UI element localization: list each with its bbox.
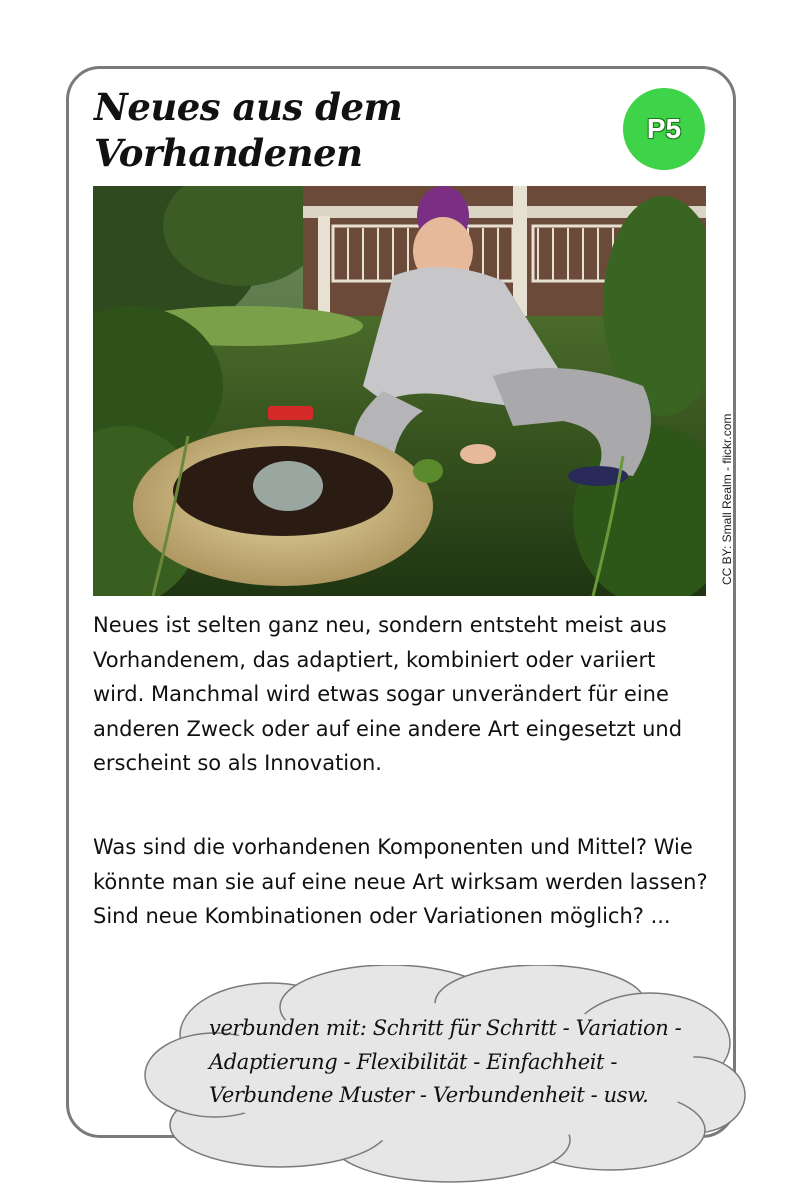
related-patterns [209,1012,709,1113]
garden-photo [93,186,706,596]
garden-photo-illustration [93,186,706,596]
related-patterns-line-2: Adaptierung - Flexibilität - Einfachheit - [209,1049,618,1074]
description-paragraph: Neues ist selten ganz neu, sondern entsteht meist aus Vorhandenem, das adaptiert, kombiniert oder variiert wird. Manchmal wird etwas sogar unverändert für eine anderen Zweck oder auf eine andere Art eingesetzt und erscheint so als Innovation. [93,613,683,775]
photo-credit: CC BY: Small Realm - flickr.com [720,413,734,585]
card-title-line-1: Neues aus dem [94,85,403,129]
related-patterns-line-1: verbunden mit: Schritt für Schritt - Variation - [209,1016,682,1040]
pattern-code-badge: P5 [623,88,705,170]
question-paragraph: Was sind die vorhandenen Komponenten und Mittel? Wie könnte man sie auf eine neue Art wirksam werden lassen? Sind neue Kombinationen oder Variationen möglich? ... [93,835,708,928]
card-title [94,84,402,176]
related-patterns-line-3: Verbundene Muster - Verbundenheit - usw. [209,1083,649,1107]
card-title-line-2: Vorhandenen [94,131,363,175]
